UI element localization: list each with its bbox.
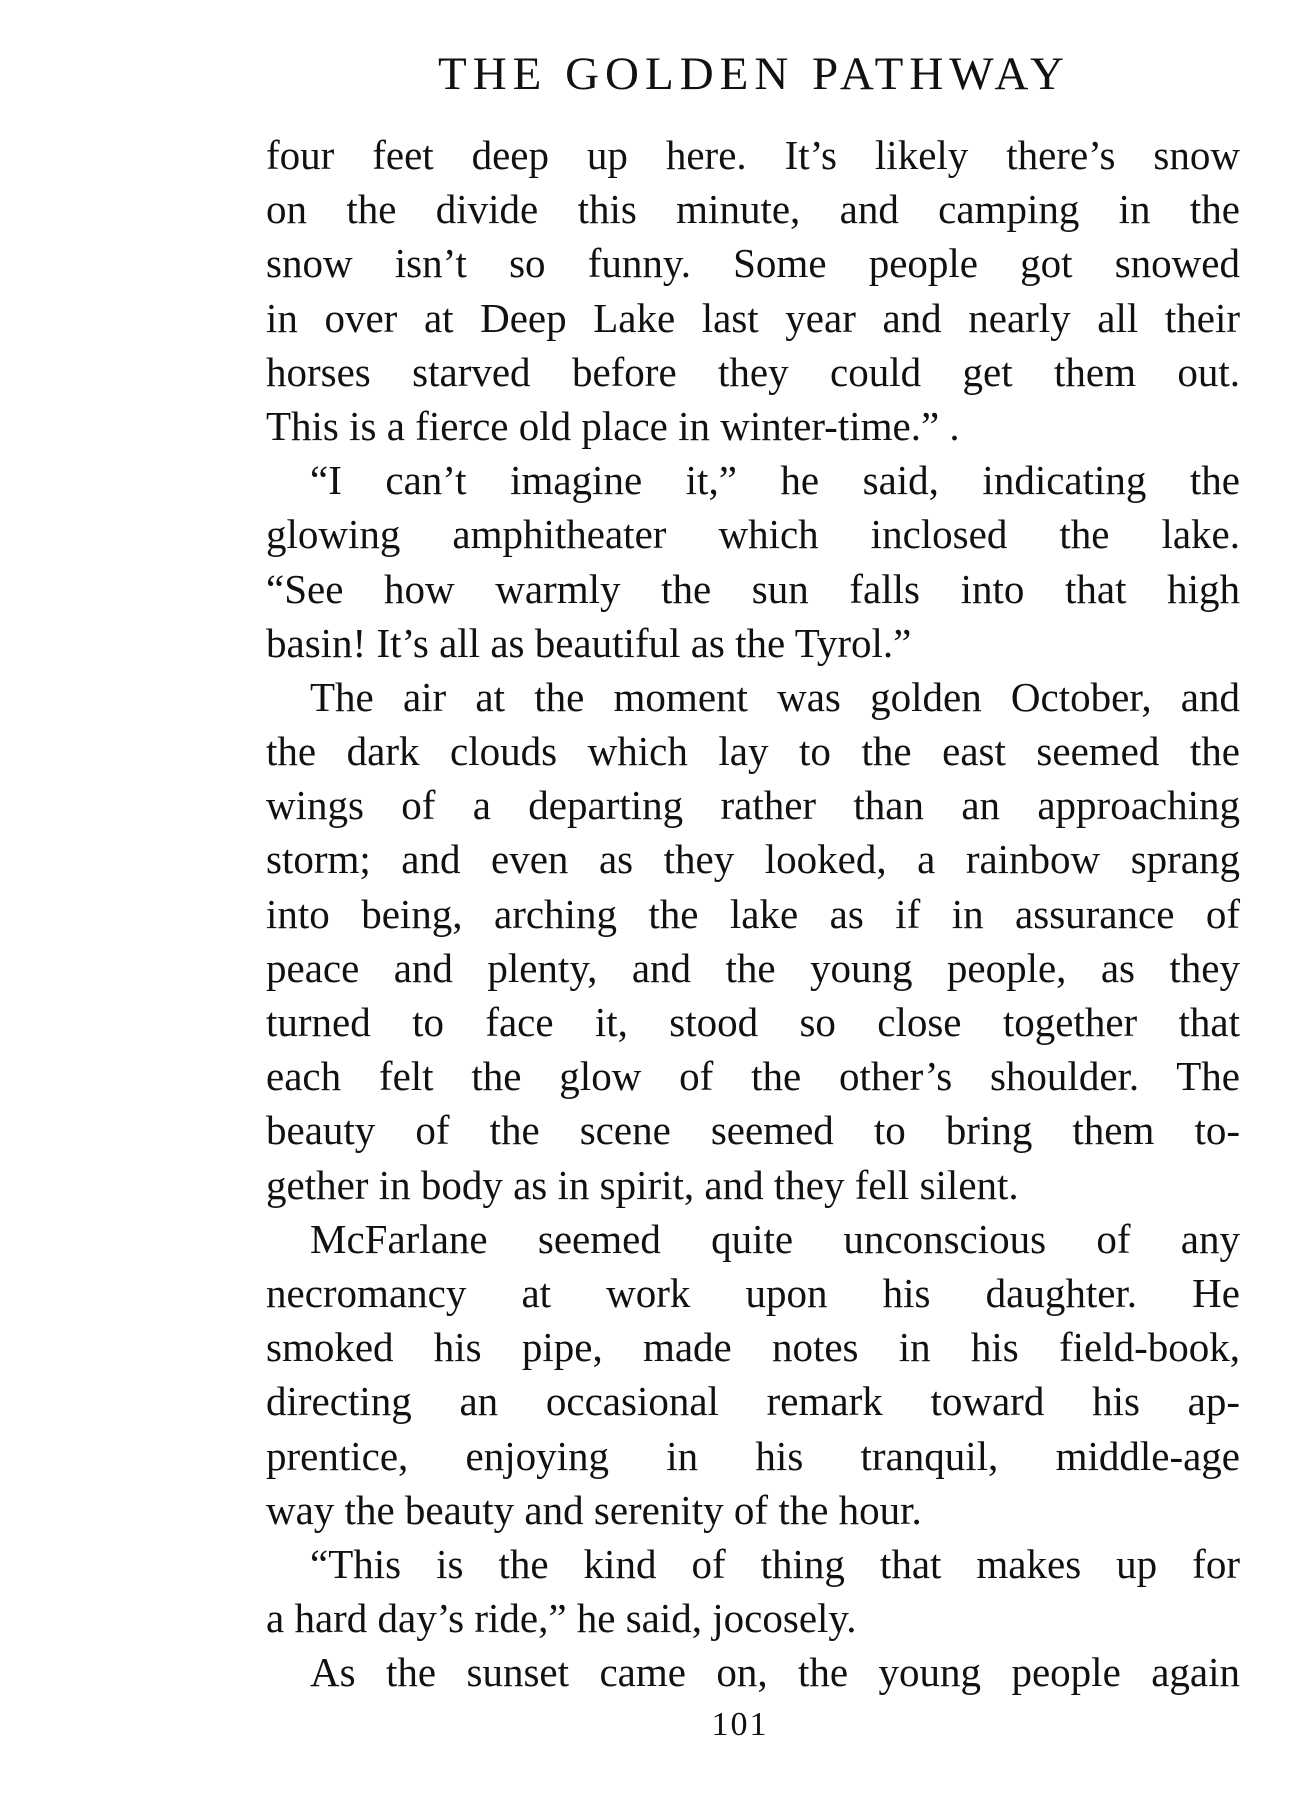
text-line: beauty of the scene seemed to bring them to- (266, 1107, 1240, 1154)
text-line: smoked his pipe, made notes in his field-book, (266, 1324, 1240, 1371)
text-line: each felt the glow of the other’s shoulder. The (266, 1053, 1240, 1100)
text-line: way the beauty and serenity of the hour. (266, 1486, 922, 1533)
text-line: directing an occasional remark toward his ap- (266, 1378, 1240, 1425)
text-line: basin! It’s all as beautiful as the Tyrol.” (266, 619, 912, 666)
text-line: in over at Deep Lake last year and nearly all their (266, 294, 1240, 341)
text-line: the dark clouds which lay to the east seemed the (266, 728, 1240, 775)
text-line: storm; and even as they looked, a rainbow sprang (266, 836, 1240, 883)
body-text (266, 128, 1240, 1699)
text-line: “This is the kind of thing that makes up for (310, 1540, 1240, 1587)
text-line: horses starved before they could get them out. (266, 348, 1240, 395)
text-line: gether in body as in spirit, and they fell silent. (266, 1161, 1019, 1208)
text-line: “See how warmly the sun falls into that high (266, 565, 1240, 612)
text-line: four feet deep up here. It’s likely there’s snow (266, 132, 1240, 178)
text-line: “I can’t imagine it,” he said, indicating the (310, 457, 1240, 504)
text-line: on the divide this minute, and camping in the (266, 186, 1240, 233)
text-line: wings of a departing rather than an approaching (266, 782, 1240, 829)
text-line: into being, arching the lake as if in assurance of (266, 890, 1240, 937)
running-title: THE GOLDEN PATHWAY (438, 48, 1070, 100)
text-line: glowing amphitheater which inclosed the lake. (266, 511, 1240, 558)
text-line: As the sunset came on, the young people again (310, 1649, 1240, 1696)
page-number: 101 (711, 1706, 769, 1743)
text-line: a hard day’s ride,” he said, jocosely. (266, 1595, 857, 1642)
text-line: This is a fierce old place in winter-time.” . (266, 402, 960, 449)
text-line: turned to face it, stood so close together that (266, 999, 1240, 1045)
text-line: prentice, enjoying in his tranquil, middle-age (266, 1432, 1240, 1479)
text-line: The air at the moment was golden October, and (310, 673, 1240, 720)
text-line: McFarlane seemed quite unconscious of any (310, 1215, 1240, 1262)
text-line: peace and plenty, and the young people, as they (266, 944, 1240, 991)
text-line: snow isn’t so funny. Some people got snowed (266, 240, 1240, 287)
text-line: necromancy at work upon his daughter. He (266, 1269, 1240, 1316)
